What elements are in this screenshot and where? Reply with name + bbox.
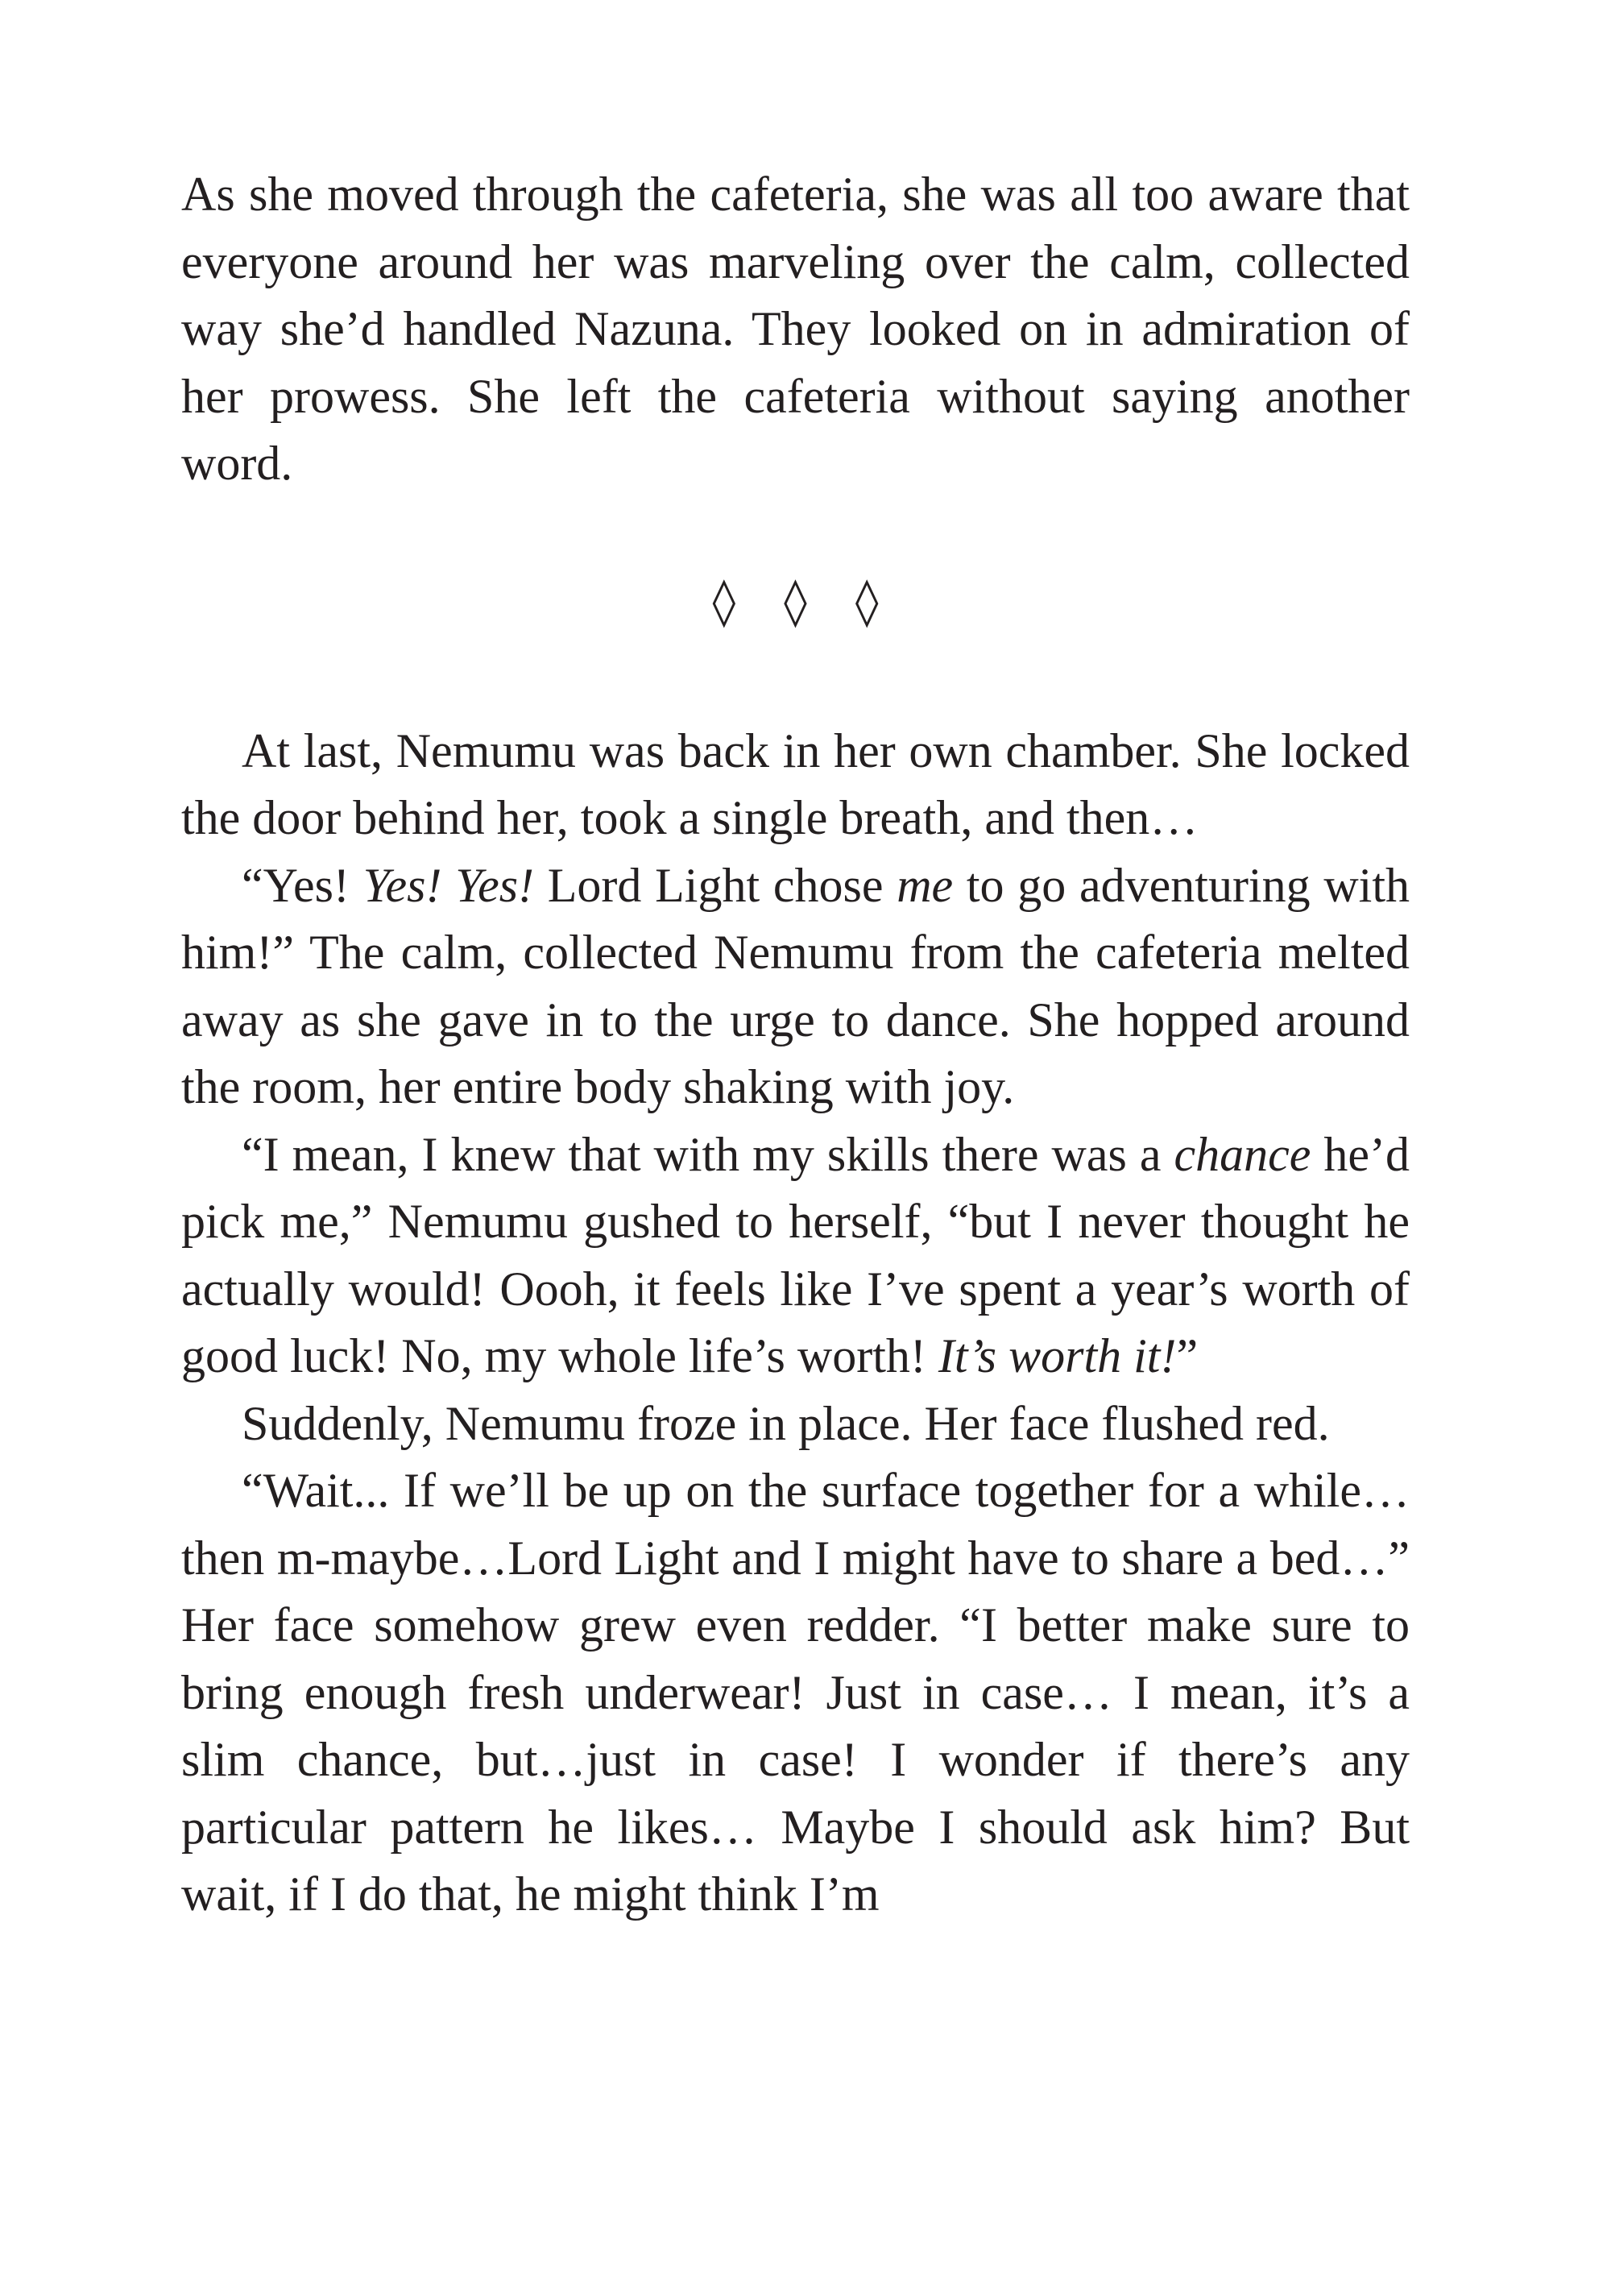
bottom-section	[181, 718, 1410, 1929]
paragraph	[181, 852, 1410, 1121]
book-page	[181, 161, 1410, 1929]
text-run: As she moved through the cafeteria, she was all too aware that everyone around her was marveling over the calm, collected way she’d handled Nazuna. They looked on in admiration of her prowess. She left the cafeteria without saying another word.	[181, 168, 1410, 490]
paragraph	[181, 1390, 1410, 1458]
italic-text: It’s worth it!	[938, 1329, 1177, 1382]
diamond-icon: ◊	[784, 573, 807, 628]
text-run: Lord Light chose	[534, 858, 897, 912]
text-run: to go adventuring with him!” The calm, collected Nemumu from the cafeteria melted away as she gave in to the urge to dance. She hopped around the room, her entire body shaking with joy.	[181, 858, 1410, 1113]
italic-text: Yes! Yes!	[362, 858, 535, 912]
paragraph	[181, 1121, 1410, 1390]
text-run: “Wait... If we’ll be up on the surface together for a while… then m-maybe…Lord Light and I might have to share a bed…” Her face somehow grew even redder. “I better make sure to bring enough fresh underwear! Just in case… I mean, it’s a slim chance, but…just in case! I wonder if there’s any particular pattern he likes… Maybe I should ask him? But wait, if I do that, he might think I’m	[181, 1464, 1410, 1921]
diamond-icon: ◊	[712, 573, 736, 628]
text-run: he’d pick me,” Nemumu gushed to herself, “but I never thought he actually would! Oooh, it feels like I’ve spent a year’s worth of good luck! No, my whole life’s worth!	[181, 1127, 1410, 1382]
paragraph	[181, 1457, 1410, 1929]
text-run: “I mean, I knew that with my skills there was a	[242, 1127, 1174, 1181]
diamond-icon: ◊	[855, 573, 879, 628]
text-run: “Yes!	[242, 858, 363, 912]
italic-text: me	[897, 858, 954, 912]
scene-break	[181, 565, 1410, 637]
paragraph	[181, 161, 1410, 498]
top-section	[181, 161, 1410, 498]
text-run: Suddenly, Nemumu froze in place. Her face flushed red.	[242, 1396, 1330, 1450]
italic-text: chance	[1174, 1127, 1311, 1181]
paragraph	[181, 718, 1410, 852]
text-run: At last, Nemumu was back in her own chamber. She locked the door behind her, took a single breath, and then…	[181, 723, 1410, 844]
text-run: ”	[1176, 1329, 1199, 1382]
